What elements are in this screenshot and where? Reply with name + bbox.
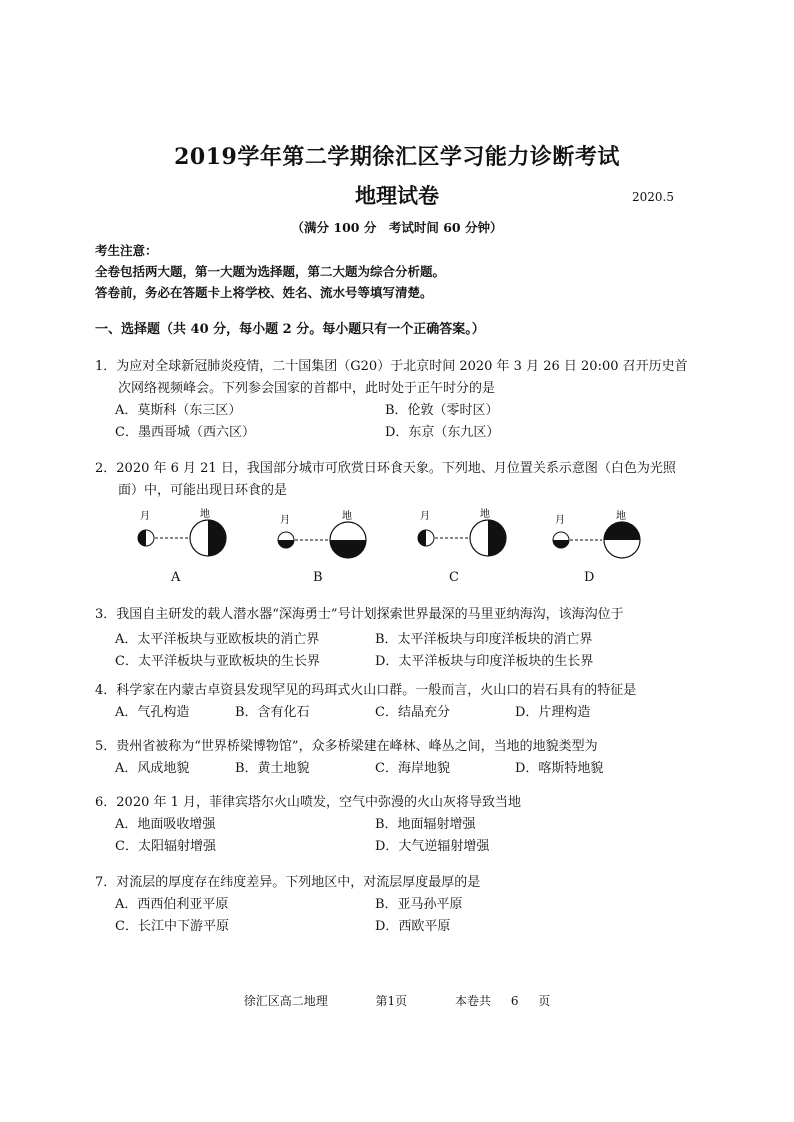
option-a[interactable]: A．地面吸收增强 (115, 817, 216, 832)
notice-block (95, 240, 445, 303)
moon-shadow (278, 540, 294, 548)
question-stem-cont: 次网络视频峰会。下列参会国家的首都中，此时处于正午时分的是 (118, 381, 496, 396)
notice-heading: 考生注意： (95, 243, 158, 258)
option-a[interactable]: A．西西伯利亚平原 (115, 897, 229, 912)
footer-page: 第1页 (375, 994, 408, 1008)
question-1 (95, 356, 715, 444)
diagram-label-d: D (584, 570, 595, 585)
earth-shadow (330, 540, 366, 558)
diagram-b[interactable] (278, 509, 366, 558)
option-c[interactable]: C．墨西哥城（西六区） (115, 425, 255, 440)
diagram-d[interactable] (553, 509, 640, 558)
page-footer (0, 992, 794, 1009)
earth-label: 地 (200, 509, 210, 520)
section-1-heading: 一、选择题（共 40 分，每小题 2 分。每小题只有一个正确答案。） (95, 322, 485, 337)
footer-total: 本卷共 6 页 (455, 994, 551, 1008)
earth-label: 地 (616, 511, 626, 522)
option-c[interactable]: C．太平洋板块与亚欧板块的生长界 (115, 654, 320, 669)
option-b[interactable]: B．黄土地貌 (235, 761, 310, 776)
exam-subtitle: 地理试卷 (355, 183, 439, 208)
option-c[interactable]: C．长江中下游平原 (115, 919, 229, 934)
options-row (95, 758, 715, 780)
moon-shadow (418, 530, 426, 546)
option-d[interactable]: D．片理构造 (515, 705, 591, 720)
question-stem: 2．2020 年 6 月 21 日，我国部分城市可欣赏日环食天象。下列地、月位置关系示意图（白色为光照 (95, 461, 676, 476)
exam-date: 2020.5 (632, 190, 674, 204)
option-c[interactable]: C．海岸地貌 (375, 761, 450, 776)
options-row (95, 814, 715, 836)
options-row (95, 422, 715, 444)
diagram-a[interactable] (138, 507, 226, 556)
question-5 (95, 736, 715, 780)
options-row (95, 916, 715, 938)
option-d[interactable]: D．大气逆辐射增强 (375, 839, 490, 854)
question-stem: 1．为应对全球新冠肺炎疫情，二十国集团（G20）于北京时间 2020 年 3 月 26 日 20:00 召开历史首 (95, 359, 688, 374)
diagram-c[interactable] (418, 507, 506, 556)
option-d[interactable]: D．东京（东九区） (385, 425, 500, 440)
diagram-label-b: B (313, 570, 323, 585)
option-b[interactable]: B．地面辐射增强 (375, 817, 476, 832)
exam-title: 2019学年第二学期徐汇区学习能力诊断考试 (174, 144, 620, 170)
options-row (95, 702, 715, 724)
option-d[interactable]: D．西欧平原 (375, 919, 451, 934)
question-stem-cont: 面）中，可能出现日环食的是 (118, 483, 288, 498)
score-time-line: （满分 100 分 考试时间 60 分钟） (291, 220, 503, 235)
earth-shadow (488, 520, 506, 556)
moon-label: 月 (555, 515, 565, 526)
question-stem: 5．贵州省被称为“世界桥梁博物馆”，众多桥梁建在峰林、峰丛之间，当地的地貌类型为 (95, 739, 598, 754)
diagram-label-c: C (449, 570, 459, 585)
option-a[interactable]: A．气孔构造 (115, 705, 190, 720)
moon-shadow (138, 530, 146, 546)
question-3 (95, 604, 715, 673)
option-a[interactable]: A．风成地貌 (115, 761, 190, 776)
option-d[interactable]: D．太平洋板块与印度洋板块的生长界 (375, 654, 594, 669)
option-d[interactable]: D．喀斯特地貌 (515, 761, 604, 776)
option-b[interactable]: B．伦敦（零时区） (385, 403, 499, 418)
earth-shadow (604, 522, 640, 540)
option-b[interactable]: B．亚马孙平原 (375, 897, 463, 912)
question-stem: 7．对流层的厚度存在纬度差异。下列地区中，对流层厚度最厚的是 (95, 875, 481, 890)
option-c[interactable]: C．太阳辐射增强 (115, 839, 216, 854)
footer-subject: 徐汇区高二地理 (243, 994, 328, 1008)
moon-label: 月 (420, 511, 430, 522)
moon-shadow (553, 540, 569, 548)
option-b[interactable]: B．太平洋板块与印度洋板块的消亡界 (375, 632, 593, 647)
diagram-label-a: A (171, 570, 181, 585)
moon-label: 月 (280, 515, 290, 526)
options-row (95, 651, 715, 673)
options-row (95, 836, 715, 858)
question-6 (95, 792, 715, 858)
earth-label: 地 (342, 511, 352, 522)
question-4 (95, 680, 715, 724)
question-2 (95, 458, 715, 502)
options-row (95, 400, 715, 422)
earth-label: 地 (480, 509, 490, 520)
moon-label: 月 (140, 511, 150, 522)
options-row (95, 629, 715, 651)
notice-line-1: 全卷包括两大题，第一大题为选择题，第二大题为综合分析题。 (95, 264, 446, 279)
notice-line-2: 答卷前，务必在答题卡上将学校、姓名、流水号等填写清楚。 (95, 285, 433, 300)
question-stem: 6．2020 年 1 月，菲律宾塔尔火山喷发，空气中弥漫的火山灰将导致当地 (95, 795, 522, 810)
option-b[interactable]: B．含有化石 (235, 705, 310, 720)
question-stem: 4．科学家在内蒙古卓资县发现罕见的玛珥式火山口群。一般而言，火山口的岩石具有的特征是 (95, 683, 637, 698)
question-stem: 3．我国自主研发的载人潜水器“深海勇士”号计划探索世界最深的马里亚纳海沟，该海沟位于 (95, 607, 624, 622)
option-a[interactable]: A．莫斯科（东三区） (115, 403, 242, 418)
options-row (95, 894, 715, 916)
option-a[interactable]: A．太平洋板块与亚欧板块的消亡界 (115, 632, 320, 647)
question-7 (95, 872, 715, 938)
option-c[interactable]: C．结晶充分 (375, 705, 450, 720)
earth-shadow (208, 520, 226, 556)
